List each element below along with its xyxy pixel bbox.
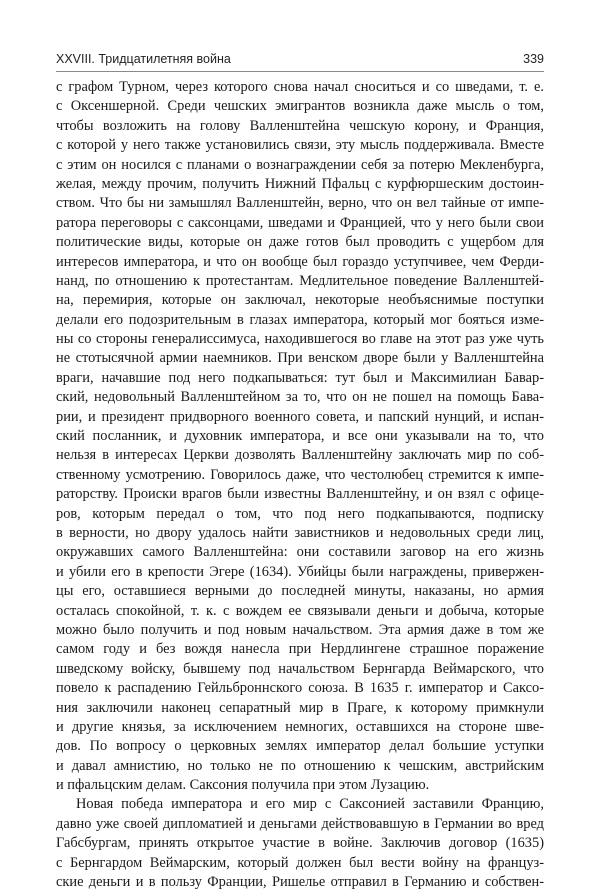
text-line: с Оксеншерной. Среди чешских эмигрантов возникла даже мысль о том, <box>56 98 544 115</box>
text-line: с этим он носился с планами о вознаграждении себя за потерю Мекленбурга, <box>56 156 544 173</box>
text-line: ния заключили наконец сепаратный мир в Праге, к которому примкнули <box>56 699 544 716</box>
page-number: 339 <box>523 52 544 66</box>
text-line: самом году и без вождя нанесла при Нердлингене страшное поражение <box>56 641 544 658</box>
text-line: шведскому войску, бывшему под начальством Бернгарда Веймарского, что <box>56 660 544 677</box>
text-line: цы его, оставшиеся верными до последней минуты, наказаны, но армия <box>56 583 544 600</box>
text-line: с Бернгардом Веймарским, который должен был вести войну на француз- <box>56 854 544 871</box>
text-line: ские деньги и в пользу Франции, Ришелье отправил в Германию и собствен- <box>56 874 544 891</box>
text-line: с графом Турном, через которого снова начал сноситься и со шведами, т. е. <box>56 79 544 95</box>
text-line: желая, между прочим, получить Нижний Пфальц с курфюршеским достоин- <box>56 175 544 192</box>
text-line: Габсбургам, принять открытое участие в войне. Заключив договор (1635) <box>56 835 544 852</box>
text-line: дов. По вопросу о церковных землях император делал большие уступки <box>56 738 544 755</box>
text-line: чтобы возложить на голову Валленштейна чешскую корону, и Франция, <box>56 117 544 134</box>
running-header <box>56 52 544 68</box>
text-line: повело к распадению Гейльброннского союза. В 1635 г. император и Саксо- <box>56 680 544 697</box>
text-line: и другие князья, за исключением немногих, оставшихся на стороне шве- <box>56 718 544 735</box>
text-line: ратора переговоры с саксонцами, шведами и Францией, что у него были свои <box>56 214 544 231</box>
text-line: ны со стороны генералиссимуса, находившегося во главе на этот раз уже чуть <box>56 331 544 348</box>
text-line: политические виды, которые он даже готов был проводить с ущербом для <box>56 234 544 251</box>
text-line: окружавших самого Валленштейна: они составили заговор на его жизнь <box>56 544 544 561</box>
text-line: нельзя в интересах Церкви дозволять Валленштейну заключать мир по соб- <box>56 447 544 464</box>
text-line: раторству. Происки врагов были известны Валленштейну, и он взял с офице- <box>56 486 544 503</box>
text-line: делали его подозрительным в глазах императора, который мог бояться изме- <box>56 311 544 328</box>
text-line: интересов императора, и что он вообще был гораздо уступчивее, чем Ферди- <box>56 253 544 270</box>
chapter-title: XXVIII. Тридцатилетняя война <box>56 52 231 66</box>
header-divider <box>56 71 544 72</box>
text-line: и пфальцским делам. Саксония получила при этом Лузацию. <box>56 777 430 794</box>
text-line: ственному усмотрению. Говорилось даже, что честолюбец стремится к импе- <box>56 466 544 483</box>
body-text <box>56 78 544 892</box>
text-line: в верности, но двору удалось найти завистников и недовольных среди лиц, <box>56 524 544 541</box>
text-line: на, перемирия, которые он заключал, некоторые необъяснимые поступки <box>56 292 544 309</box>
text-line: можно было получить и под новым начальством. Эта армия даже в том же <box>56 621 544 638</box>
text-line: с которой у него также установились связи, эту мысль поддерживала. Вместе <box>56 137 544 154</box>
text-line: не стотысячной армии наемников. При венском дворе были у Валленштейна <box>56 350 544 367</box>
text-line: и убили его в крепости Эгере (1634). Убийцы были награждены, привержен- <box>56 563 544 580</box>
text-line: Новая победа императора и его мир с Саксонией заставили Францию, <box>76 796 544 813</box>
text-line: давно уже своей дипломатией и деньгами действовавшую в Германии во вред <box>56 815 544 832</box>
text-line: ский посланник, и духовник императора, и все они указывали на то, что <box>56 428 544 445</box>
text-line: ством. Что бы ни замышлял Валленштейн, верно, что он вел тайные от импе- <box>56 195 544 212</box>
text-line: нанд, по отношению к протестантам. Медлительное поведение Валленштей- <box>56 272 544 289</box>
text-line: ров, которым передал о том, что под него подкапываются, подписку <box>56 505 544 522</box>
text-line: и давал амнистию, но только не по отношению к чешским, австрийским <box>56 757 544 774</box>
text-line: враги, начавшие под него подкапываться: тут был и Максимилиан Бавар- <box>56 369 544 386</box>
text-line: ский, недовольный Валленштейном за то, что он не пошел на помощь Бава- <box>56 389 544 406</box>
text-line: рии, и президент придворного военного совета, и папский нунций, и испан- <box>56 408 544 425</box>
text-line: осталась спокойной, т. к. с вождем ее связывали деньги и добыча, которые <box>56 602 544 619</box>
